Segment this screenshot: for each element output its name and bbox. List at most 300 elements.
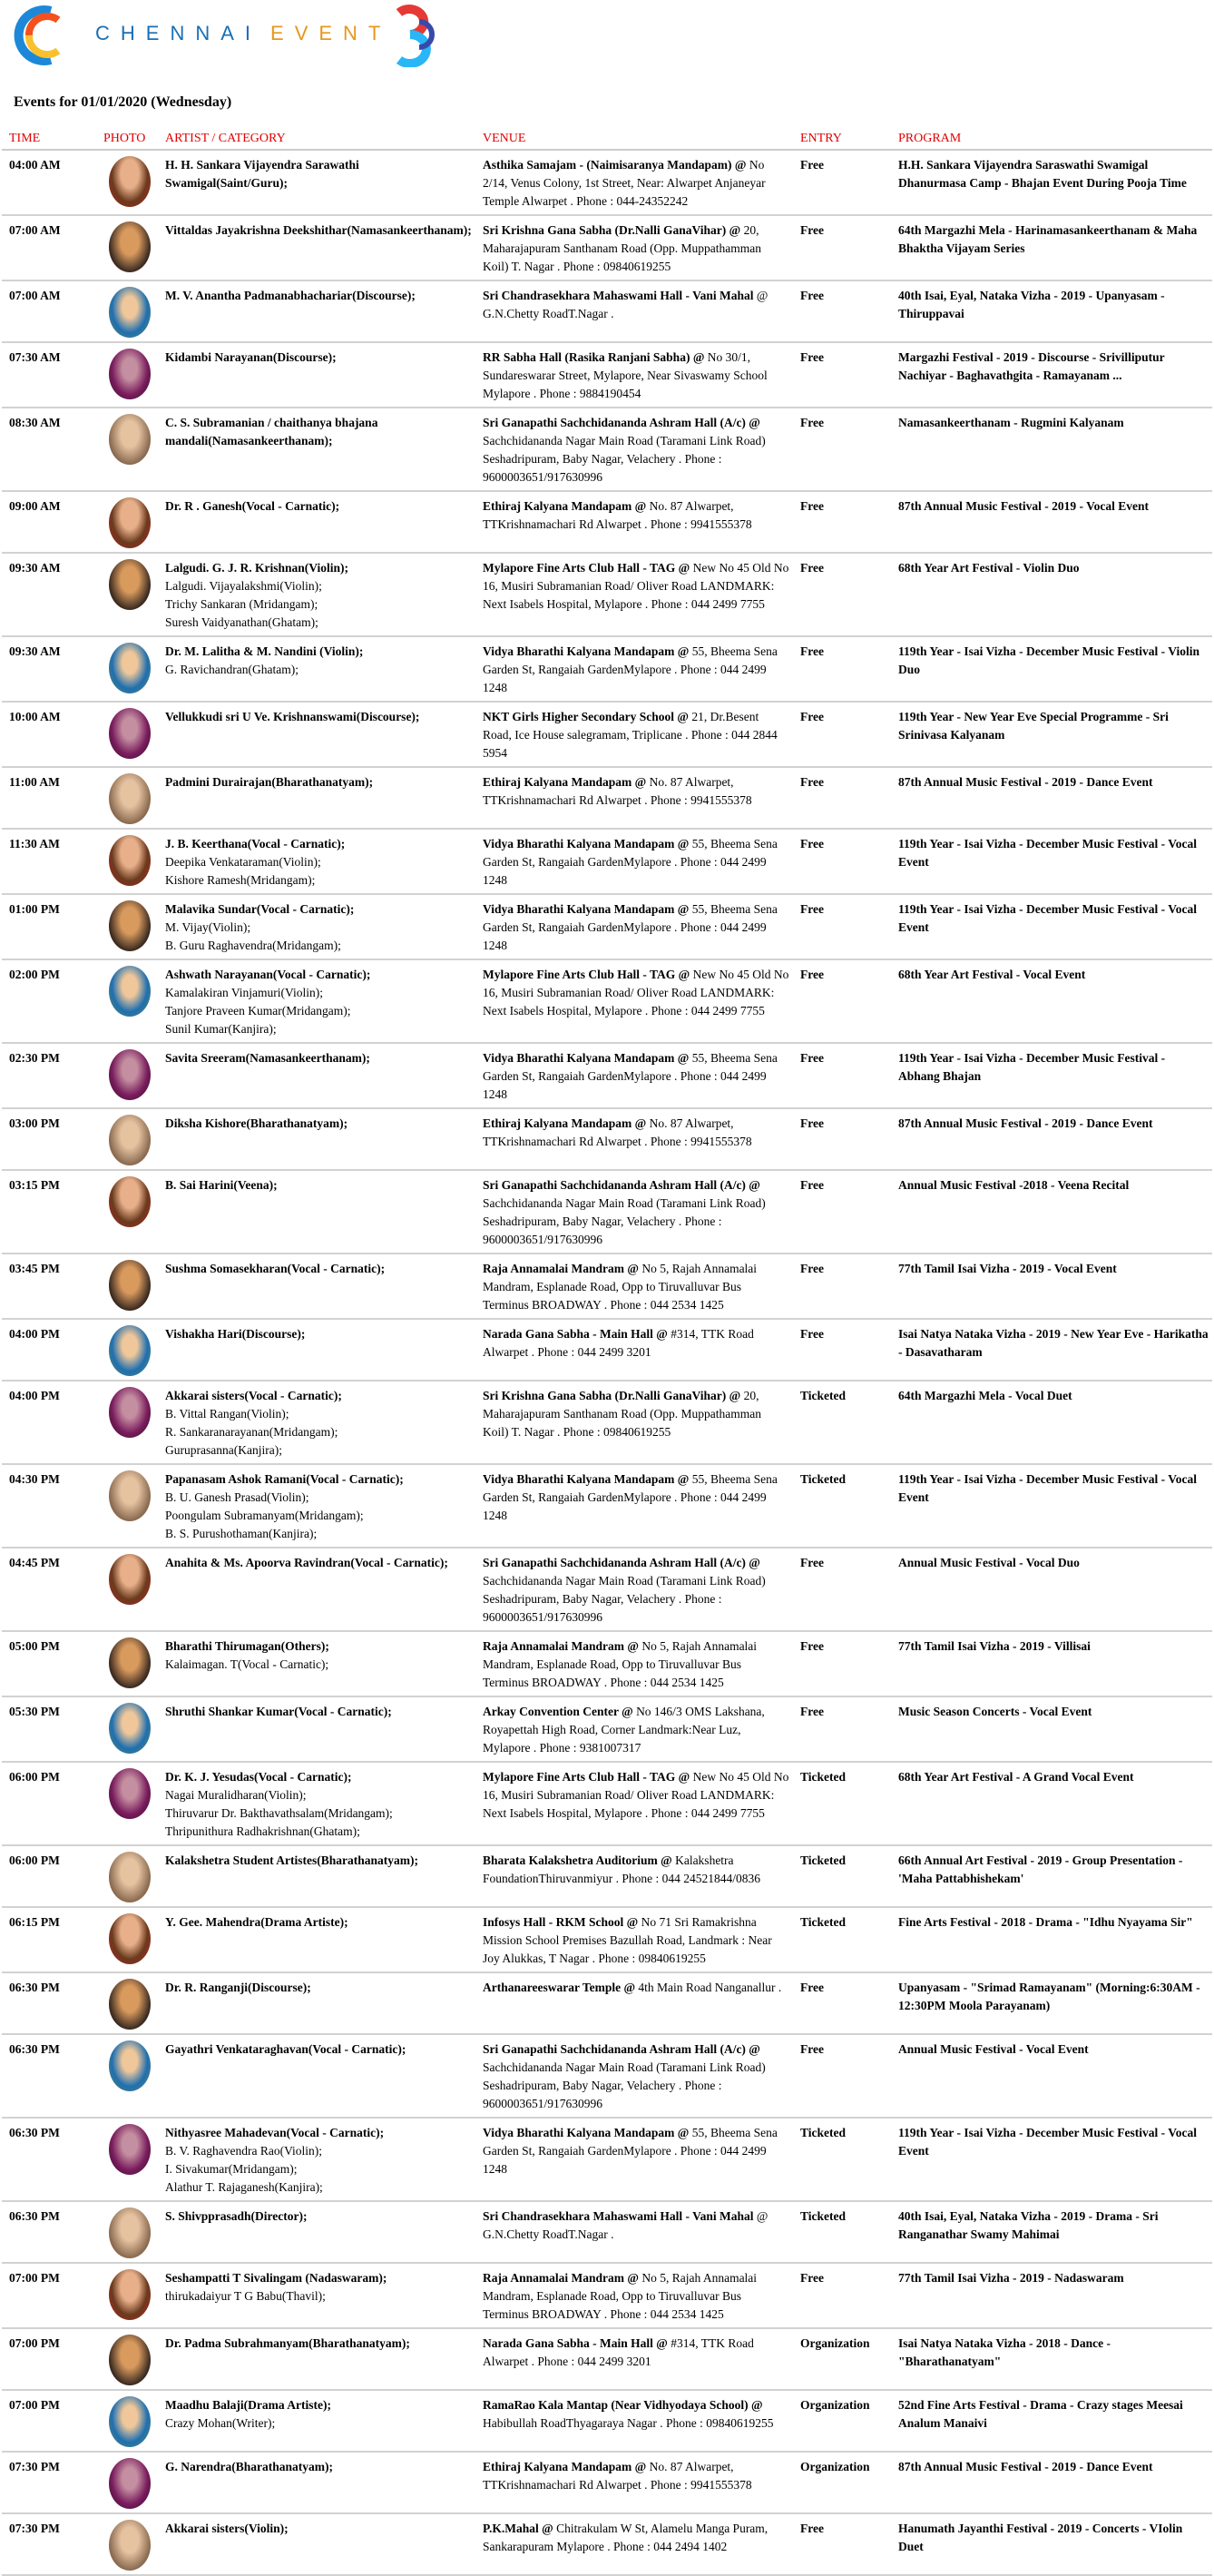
photo-cell [96, 1762, 158, 1845]
venue-address: #314, TTK Road Alwarpet . Phone : 044 2499 3201 [483, 2336, 754, 2368]
artist-cell [158, 1548, 475, 1631]
artist-photo[interactable] [109, 643, 151, 693]
column-header-artist: ARTIST / CATEGORY [158, 126, 475, 150]
artist-cell [158, 767, 475, 829]
venue-name-link[interactable]: Raja Annamalai Mandram @ [483, 2271, 639, 2285]
table-row [2, 1548, 1212, 1631]
accompanist-link[interactable]: Kishore Ramesh(Mridangam); [165, 873, 316, 887]
program-link[interactable]: 66th Annual Art Festival - 2019 - Group Presentation - 'Maha Pattabhishekam' [891, 1845, 1212, 1907]
venue-address: 55, Bheema Sena Garden St, Rangaiah GardenMylapore . Phone : 044 2499 1248 [483, 837, 778, 887]
entry-type: Ticketed [793, 1464, 891, 1548]
program-link[interactable]: Annual Music Festival - Vocal Event [891, 2034, 1212, 2118]
venue-name-link[interactable]: Vidya Bharathi Kalyana Mandapam @ [483, 1472, 690, 1486]
photo-cell [96, 2390, 158, 2452]
artist-photo[interactable] [109, 900, 151, 951]
program-link[interactable]: 87th Annual Music Festival - 2019 - Dance Event [891, 767, 1212, 829]
program-link[interactable]: 119th Year - Isai Vizha - December Music Festival - Violin Duo [891, 636, 1212, 702]
program-link[interactable]: Annual Music Festival - Vocal Duo [891, 1548, 1212, 1631]
event-time: 09:30 AM [2, 636, 96, 702]
accompanist-link[interactable]: B. V. Raghavendra Rao(Violin); [165, 2144, 323, 2158]
venue-address: No 146/3 OMS Lakshana, Royapettah High Road, Corner Landmark:Near Luz, Mylapore . Phone : 9381007317 [483, 1705, 765, 1755]
program-link[interactable]: 77th Tamil Isai Vizha - 2019 - Vocal Event [891, 1254, 1212, 1319]
column-header-entry: ENTRY [793, 126, 891, 150]
venue-name-link[interactable]: Infosys Hall - RKM School @ [483, 1915, 639, 1929]
venue-name-link[interactable]: Ethiraj Kalyana Mandapam @ [483, 1116, 647, 1130]
venue-name-link[interactable]: Vidya Bharathi Kalyana Mandapam @ [483, 2126, 690, 2139]
table-row [2, 894, 1212, 959]
artist-cell [158, 2513, 475, 2575]
photo-cell [96, 1464, 158, 1548]
event-time: 04:00 AM [2, 150, 96, 215]
artist-cell [158, 894, 475, 959]
table-row [2, 1762, 1212, 1845]
accompanist-link[interactable]: Kalaimagan. T(Vocal - Carnatic); [165, 1657, 329, 1671]
event-time: 06:15 PM [2, 1907, 96, 1972]
venue-name-link[interactable]: P.K.Mahal @ [483, 2522, 553, 2535]
artist-photo[interactable] [109, 497, 151, 548]
photo-cell [96, 636, 158, 702]
event-time: 11:00 AM [2, 767, 96, 829]
venue-cell [475, 1631, 793, 1696]
venue-name-link[interactable]: Asthika Samajam - (Naimisaranya Mandapam) @ [483, 158, 747, 172]
artist-name-link[interactable]: Malavika Sundar(Vocal - Carnatic); [165, 902, 355, 916]
event-time: 05:00 PM [2, 1631, 96, 1696]
artist-photo[interactable] [109, 2040, 151, 2091]
venue-name-link[interactable]: Sri Ganapathi Sachchidananda Ashram Hall (A/c) @ [483, 1178, 760, 1192]
artist-cell [158, 1381, 475, 1464]
program-link[interactable]: Annual Music Festival -2018 - Veena Recital [891, 1170, 1212, 1254]
venue-cell [475, 2390, 793, 2452]
artist-cell [158, 1170, 475, 1254]
artist-name-link[interactable]: Kalakshetra Student Artistes(Bharathanatyam); [165, 1853, 418, 1867]
venue-address: 55, Bheema Sena Garden St, Rangaiah GardenMylapore . Phone : 044 2499 1248 [483, 1051, 778, 1101]
event-time: 07:30 PM [2, 2452, 96, 2513]
program-link[interactable]: 87th Annual Music Festival - 2019 - Dance Event [891, 2452, 1212, 2513]
artist-photo[interactable] [109, 2207, 151, 2258]
photo-cell [96, 150, 158, 215]
artist-name-link[interactable]: Nithyasree Mahadevan(Vocal - Carnatic); [165, 2126, 385, 2139]
artist-cell [158, 1907, 475, 1972]
artist-name-link[interactable]: Dr. K. J. Yesudas(Vocal - Carnatic); [165, 1770, 352, 1784]
artist-photo[interactable] [109, 1979, 151, 2030]
venue-name-link[interactable]: NKT Girls Higher Secondary School @ [483, 710, 689, 723]
artist-photo[interactable] [109, 414, 151, 465]
photo-cell [96, 1907, 158, 1972]
event-time: 07:00 PM [2, 2263, 96, 2328]
venue-address: No. 87 Alwarpet, TTKrishnamachari Rd Alwarpet . Phone : 9941555378 [483, 499, 752, 531]
artist-photo[interactable] [109, 1554, 151, 1605]
accompanist-link[interactable]: B. U. Ganesh Prasad(Violin); [165, 1490, 309, 1504]
accompanist-link[interactable]: Sunil Kumar(Kanjira); [165, 1022, 277, 1036]
photo-cell [96, 2328, 158, 2390]
program-link[interactable]: 119th Year - Isai Vizha - December Music Festival - Vocal Event [891, 2118, 1212, 2201]
artist-name-link[interactable]: Lalgudi. G. J. R. Krishnan(Violin); [165, 561, 349, 575]
venue-name-link[interactable]: Narada Gana Sabha - Main Hall @ [483, 1327, 668, 1341]
program-link[interactable]: 64th Margazhi Mela - Harinamasankeerthanam & Maha Bhaktha Vijayam Series [891, 215, 1212, 280]
photo-cell [96, 894, 158, 959]
program-link[interactable]: Upanyasam - "Srimad Ramayanam" (Morning:6:30AM - 12:30PM Moola Parayanam) [891, 1972, 1212, 2034]
program-link[interactable]: Hanumath Jayanthi Festival - 2019 - Concerts - VIolin Duet [891, 2513, 1212, 2575]
program-link[interactable]: H.H. Sankara Vijayendra Saraswathi Swamigal Dhanurmasa Camp - Bhajan Event During Pooja Time [891, 150, 1212, 215]
venue-name-link[interactable]: Arthanareeswarar Temple @ [483, 1981, 636, 1994]
artist-cell [158, 342, 475, 408]
artist-name-link[interactable]: Sushma Somasekharan(Vocal - Carnatic); [165, 1262, 386, 1275]
venue-name-link[interactable]: Ethiraj Kalyana Mandapam @ [483, 499, 647, 513]
venue-name-link[interactable]: Sri Chandrasekhara Mahaswami Hall - Vani Mahal [483, 2209, 754, 2223]
logo-word-event: EVENT [270, 22, 392, 44]
event-time: 06:30 PM [2, 2201, 96, 2263]
entry-type: Free [793, 215, 891, 280]
entry-type: Organization [793, 2390, 891, 2452]
artist-cell [158, 702, 475, 767]
venue-address: No. 87 Alwarpet, TTKrishnamachari Rd Alwarpet . Phone : 9941555378 [483, 1116, 752, 1148]
venue-name-link[interactable]: RR Sabha Hall (Rasika Ranjani Sabha) @ [483, 350, 705, 364]
event-time: 05:30 PM [2, 1696, 96, 1762]
venue-name-link[interactable]: Sri Chandrasekhara Mahaswami Hall - Vani Mahal [483, 289, 754, 302]
accompanist-link[interactable]: Thripunithura Radhakrishnan(Ghatam); [165, 1824, 360, 1838]
venue-cell [475, 959, 793, 1043]
venue-cell [475, 829, 793, 894]
artist-cell [158, 1254, 475, 1319]
artist-photo[interactable] [109, 1703, 151, 1754]
entry-type: Free [793, 1548, 891, 1631]
venue-name-link[interactable]: Ethiraj Kalyana Mandapam @ [483, 775, 647, 789]
accompanist-link[interactable]: G. Ravichandran(Ghatam); [165, 663, 299, 676]
artist-photo[interactable] [109, 966, 151, 1017]
artist-cell [158, 2452, 475, 2513]
artist-name-link[interactable]: Dr. R . Ganesh(Vocal - Carnatic); [165, 499, 340, 513]
program-link[interactable]: Music Season Concerts - Vocal Event [891, 1696, 1212, 1762]
venue-cell [475, 2452, 793, 2513]
artist-photo[interactable] [109, 1176, 151, 1227]
venue-address: Sachchidananda Nagar Main Road (Taramani Link Road) Seshadripuram, Baby Nagar, Velachery . Phone : 9600003651/917630996 [483, 434, 766, 484]
artist-name-link[interactable]: Maadhu Balaji(Drama Artiste); [165, 2398, 331, 2412]
artist-name-link[interactable]: Bharathi Thirumagan(Others); [165, 1639, 329, 1653]
table-row [2, 2263, 1212, 2328]
artist-name-link[interactable]: Vishakha Hari(Discourse); [165, 1327, 306, 1341]
artist-photo[interactable] [109, 2458, 151, 2509]
table-row [2, 491, 1212, 553]
event-time: 07:30 AM [2, 342, 96, 408]
venue-cell [475, 1548, 793, 1631]
program-link[interactable]: 87th Annual Music Festival - 2019 - Vocal Event [891, 491, 1212, 553]
table-row [2, 1972, 1212, 2034]
entry-type: Organization [793, 2328, 891, 2390]
artist-photo[interactable] [109, 1049, 151, 1100]
venue-address: No 5, Rajah Annamalai Mandram, Esplanade Road, Opp to Tiruvalluvar Bus Terminus BROADWAY . Phone : 044 2534 1425 [483, 2271, 758, 2321]
event-time: 04:00 PM [2, 1319, 96, 1381]
artist-photo[interactable] [109, 1852, 151, 1903]
site-logo[interactable] [0, 0, 472, 71]
venue-cell [475, 2513, 793, 2575]
venue-name-link[interactable]: Sri Ganapathi Sachchidananda Ashram Hall (A/c) @ [483, 2042, 760, 2056]
venue-address: @ G.N.Chetty RoadT.Nagar . [483, 2209, 769, 2241]
artist-name-link[interactable]: Akkarai sisters(Violin); [165, 2522, 289, 2535]
venue-name-link[interactable]: Vidya Bharathi Kalyana Mandapam @ [483, 837, 690, 850]
venue-address: 4th Main Road Nanganallur . [638, 1981, 782, 1994]
event-time: 04:30 PM [2, 1464, 96, 1548]
program-link[interactable]: Fine Arts Festival - 2018 - Drama - "Idhu Nyayama Sir" [891, 1907, 1212, 1972]
accompanist-link[interactable]: Guruprasanna(Kanjira); [165, 1443, 282, 1457]
accompanist-link[interactable]: B. Guru Raghavendra(Mridangam); [165, 939, 341, 952]
venue-name-link[interactable]: Bharata Kalakshetra Auditorium @ [483, 1853, 672, 1867]
table-row [2, 1108, 1212, 1170]
program-link[interactable]: 87th Annual Music Festival - 2019 - Dance Event [891, 1108, 1212, 1170]
artist-name-link[interactable]: Seshampatti T Sivalingam (Nadaswaram); [165, 2271, 387, 2285]
accompanist-link[interactable]: Lalgudi. Vijayalakshmi(Violin); [165, 579, 322, 593]
artist-name-link[interactable]: Kidambi Narayanan(Discourse); [165, 350, 337, 364]
artist-name-link[interactable]: Dr. R. Ranganji(Discourse); [165, 1981, 311, 1994]
program-link[interactable]: 52nd Fine Arts Festival - Drama - Crazy stages Meesai Analum Manaivi [891, 2390, 1212, 2452]
accompanist-link[interactable]: Poongulam Subramanyam(Mridangam); [165, 1509, 364, 1522]
artist-photo[interactable] [109, 1387, 151, 1438]
program-link[interactable]: 77th Tamil Isai Vizha - 2019 - Nadaswaram [891, 2263, 1212, 2328]
entry-type: Ticketed [793, 1762, 891, 1845]
event-time: 06:30 PM [2, 2034, 96, 2118]
entry-type: Free [793, 280, 891, 342]
venue-cell [475, 280, 793, 342]
artist-photo[interactable] [109, 2520, 151, 2571]
venue-name-link[interactable]: Arkay Convention Center @ [483, 1705, 633, 1718]
artist-name-link[interactable]: B. Sai Harini(Veena); [165, 1178, 278, 1192]
accompanist-link[interactable]: Crazy Mohan(Writer); [165, 2416, 276, 2430]
venue-address: Chitrakulam W St, Alamelu Manga Puram, Sankarapuram Mylapore . Phone : 044 2494 1402 [483, 2522, 769, 2553]
artist-name-link[interactable]: Vittaldas Jayakrishna Deekshithar(Namasankeerthanam); [165, 223, 472, 237]
photo-cell [96, 2034, 158, 2118]
entry-type: Free [793, 491, 891, 553]
photo-cell [96, 829, 158, 894]
artist-cell [158, 1319, 475, 1381]
venue-name-link[interactable]: RamaRao Kala Mantap (Near Vidhyodaya School) @ [483, 2398, 763, 2412]
table-row [2, 2118, 1212, 2201]
accompanist-link[interactable]: B. Vittal Rangan(Violin); [165, 1407, 289, 1421]
artist-name-link[interactable]: Vellukkudi sri U Ve. Krishnanswami(Discourse); [165, 710, 420, 723]
table-row [2, 2034, 1212, 2118]
venue-address: Sachchidananda Nagar Main Road (Taramani Link Road) Seshadripuram, Baby Nagar, Velachery . Phone : 9600003651/917630996 [483, 2060, 766, 2110]
table-row [2, 1170, 1212, 1254]
venue-address: No. 87 Alwarpet, TTKrishnamachari Rd Alwarpet . Phone : 9941555378 [483, 775, 752, 807]
artist-cell [158, 491, 475, 553]
artist-name-link[interactable]: Anahita & Ms. Apoorva Ravindran(Vocal - Carnatic); [165, 1556, 448, 1569]
entry-type: Free [793, 150, 891, 215]
venue-address: New No 45 Old No 16, Musiri Subramanian Road/ Oliver Road LANDMARK: Next Isabels Hospital, Mylapore . Phone : 044 2499 7755 [483, 561, 789, 611]
program-link[interactable]: Margazhi Festival - 2019 - Discourse - Srivilliputur Nachiyar - Baghavathgita - Ramayanam ... [891, 342, 1212, 408]
artist-name-link[interactable]: M. V. Anantha Padmanabhachariar(Discourse); [165, 289, 416, 302]
accompanist-link[interactable]: I. Sivakumar(Mridangam); [165, 2162, 298, 2176]
entry-type: Ticketed [793, 2118, 891, 2201]
photo-cell [96, 1254, 158, 1319]
program-link[interactable]: 119th Year - Isai Vizha - December Music Festival - Abhang Bhajan [891, 1043, 1212, 1108]
artist-name-link[interactable]: S. Shivpprasadh(Director); [165, 2209, 308, 2223]
artist-photo[interactable] [109, 1768, 151, 1819]
venue-cell [475, 150, 793, 215]
accompanist-link[interactable]: Kamalakiran Vinjamuri(Violin); [165, 986, 323, 999]
program-link[interactable]: 40th Isai, Eyal, Nataka Vizha - 2019 - Upanyasam - Thiruppavai [891, 280, 1212, 342]
artist-photo[interactable] [109, 2124, 151, 2175]
accompanist-link[interactable]: thirukadaiyur T G Babu(Thavil); [165, 2289, 326, 2303]
venue-cell [475, 1907, 793, 1972]
entry-type: Organization [793, 2452, 891, 2513]
artist-photo[interactable] [109, 1260, 151, 1311]
artist-name-link[interactable]: Padmini Durairajan(Bharathanatyam); [165, 775, 374, 789]
accompanist-link[interactable]: Suresh Vaidyanathan(Ghatam); [165, 615, 318, 629]
accompanist-link[interactable]: Alathur T. Rajaganesh(Kanjira); [165, 2180, 323, 2194]
venue-cell [475, 2118, 793, 2201]
artist-photo[interactable] [109, 2335, 151, 2385]
accompanist-link[interactable]: Deepika Venkataraman(Violin); [165, 855, 321, 869]
venue-address: No 5, Rajah Annamalai Mandram, Esplanade Road, Opp to Tiruvalluvar Bus Terminus BROADWAY . Phone : 044 2534 1425 [483, 1262, 758, 1312]
venue-address: Kalakshetra FoundationThiruvanmiyur . Phone : 044 24521844/0836 [483, 1853, 760, 1885]
artist-photo[interactable] [109, 559, 151, 610]
venue-name-link[interactable]: Sri Krishna Gana Sabha (Dr.Nalli GanaVihar) @ [483, 1389, 741, 1402]
artist-photo[interactable] [109, 835, 151, 886]
accompanist-link[interactable]: B. S. Purushothaman(Kanjira); [165, 1527, 318, 1540]
program-link[interactable]: Isai Natya Nataka Vizha - 2019 - New Year Eve - Harikatha - Dasavatharam [891, 1319, 1212, 1381]
artist-photo[interactable] [109, 1637, 151, 1688]
entry-type: Free [793, 1254, 891, 1319]
artist-cell [158, 636, 475, 702]
venue-address: 55, Bheema Sena Garden St, Rangaiah GardenMylapore . Phone : 044 2499 1248 [483, 644, 778, 694]
table-row [2, 767, 1212, 829]
accompanist-link[interactable]: Trichy Sankaran (Mridangam); [165, 597, 318, 611]
program-link[interactable]: Namasankeerthanam - Rugmini Kalyanam [891, 408, 1212, 491]
artist-photo[interactable] [109, 287, 151, 338]
accompanist-link[interactable]: R. Sankaranarayanan(Mridangam); [165, 1425, 338, 1439]
artist-photo[interactable] [109, 221, 151, 272]
program-link[interactable]: 119th Year - Isai Vizha - December Music Festival - Vocal Event [891, 829, 1212, 894]
venue-name-link[interactable]: Narada Gana Sabha - Main Hall @ [483, 2336, 668, 2350]
event-time: 03:15 PM [2, 1170, 96, 1254]
venue-name-link[interactable]: Mylapore Fine Arts Club Hall - TAG @ [483, 968, 690, 981]
venue-cell [475, 1464, 793, 1548]
program-link[interactable]: 64th Margazhi Mela - Vocal Duet [891, 1381, 1212, 1464]
event-time: 03:00 PM [2, 1108, 96, 1170]
artist-name-link[interactable]: C. S. Subramanian / chaithanya bhajana mandali(Namasankeerthanam); [165, 416, 378, 447]
artist-cell [158, 2263, 475, 2328]
venue-address: No 5, Rajah Annamalai Mandram, Esplanade Road, Opp to Tiruvalluvar Bus Terminus BROADWAY . Phone : 044 2534 1425 [483, 1639, 758, 1689]
entry-type: Ticketed [793, 1907, 891, 1972]
venue-name-link[interactable]: Vidya Bharathi Kalyana Mandapam @ [483, 1051, 690, 1065]
venue-cell [475, 1319, 793, 1381]
artist-photo[interactable] [109, 2396, 151, 2447]
artist-photo[interactable] [109, 1115, 151, 1165]
artist-name-link[interactable]: Dr. M. Lalitha & M. Nandini (Violin); [165, 644, 364, 658]
artist-name-link[interactable]: Y. Gee. Mahendra(Drama Artiste); [165, 1915, 348, 1929]
accompanist-link[interactable]: M. Vijay(Violin); [165, 920, 251, 934]
entry-type: Free [793, 959, 891, 1043]
venue-name-link[interactable]: Raja Annamalai Mandram @ [483, 1262, 639, 1275]
artist-name-link[interactable]: J. B. Keerthana(Vocal - Carnatic); [165, 837, 346, 850]
program-link[interactable]: 68th Year Art Festival - Violin Duo [891, 553, 1212, 636]
table-row [2, 2513, 1212, 2575]
program-link[interactable]: 119th Year - Isai Vizha - December Music Festival - Vocal Event [891, 1464, 1212, 1548]
venue-cell [475, 1972, 793, 2034]
artist-cell [158, 2118, 475, 2201]
accompanist-link[interactable]: Thiruvarur Dr. Bakthavathsalam(Mridangam); [165, 1806, 393, 1820]
venue-name-link[interactable]: Mylapore Fine Arts Club Hall - TAG @ [483, 1770, 690, 1784]
accompanist-link[interactable]: Nagai Muralidharan(Violin); [165, 1788, 307, 1802]
program-link[interactable]: 68th Year Art Festival - Vocal Event [891, 959, 1212, 1043]
artist-cell [158, 959, 475, 1043]
artist-cell [158, 1043, 475, 1108]
venue-name-link[interactable]: Vidya Bharathi Kalyana Mandapam @ [483, 902, 690, 916]
artist-photo[interactable] [109, 1470, 151, 1521]
venue-name-link[interactable]: Sri Ganapathi Sachchidananda Ashram Hall (A/c) @ [483, 1556, 760, 1569]
photo-cell [96, 215, 158, 280]
table-row [2, 342, 1212, 408]
artist-photo[interactable] [109, 156, 151, 207]
table-header-row [2, 126, 1212, 150]
artist-cell [158, 1108, 475, 1170]
table-row [2, 1631, 1212, 1696]
event-time: 02:00 PM [2, 959, 96, 1043]
program-link[interactable]: 77th Tamil Isai Vizha - 2019 - Villisai [891, 1631, 1212, 1696]
table-row [2, 1254, 1212, 1319]
artist-name-link[interactable]: Savita Sreeram(Namasankeerthanam); [165, 1051, 370, 1065]
event-time: 06:30 PM [2, 1972, 96, 2034]
program-link[interactable]: 119th Year - Isai Vizha - December Music Festival - Vocal Event [891, 894, 1212, 959]
entry-type: Free [793, 2034, 891, 2118]
artist-name-link[interactable]: Gayathri Venkataraghavan(Vocal - Carnatic); [165, 2042, 406, 2056]
artist-cell [158, 408, 475, 491]
venue-name-link[interactable]: Raja Annamalai Mandram @ [483, 1639, 639, 1653]
venue-name-link[interactable]: Sri Krishna Gana Sabha (Dr.Nalli GanaVihar) @ [483, 223, 741, 237]
artist-name-link[interactable]: Dr. Padma Subrahmanyam(Bharathanatyam); [165, 2336, 410, 2350]
column-header-program: PROGRAM [891, 126, 1212, 150]
venue-address: #314, TTK Road Alwarpet . Phone : 044 2499 3201 [483, 1327, 754, 1359]
venue-name-link[interactable]: Mylapore Fine Arts Club Hall - TAG @ [483, 561, 690, 575]
table-row [2, 280, 1212, 342]
venue-address: 20, Maharajapuram Santhanam Road (Opp. Muppathamman Koil) T. Nagar . Phone : 09840619255 [483, 1389, 762, 1439]
artist-photo[interactable] [109, 349, 151, 399]
program-link[interactable]: 68th Year Art Festival - A Grand Vocal Event [891, 1762, 1212, 1845]
program-link[interactable]: 40th Isai, Eyal, Nataka Vizha - 2019 - Drama - Sri Ranganathar Swamy Mahimai [891, 2201, 1212, 2263]
artist-name-link[interactable]: Diksha Kishore(Bharathanatyam); [165, 1116, 348, 1130]
artist-name-link[interactable]: H. H. Sankara Vijayendra Sarawathi Swamigal(Saint/Guru); [165, 158, 359, 190]
venue-name-link[interactable]: Sri Ganapathi Sachchidananda Ashram Hall (A/c) @ [483, 416, 760, 429]
artist-name-link[interactable]: Ashwath Narayanan(Vocal - Carnatic); [165, 968, 371, 981]
artist-photo[interactable] [109, 708, 151, 759]
entry-type: Free [793, 767, 891, 829]
table-row [2, 553, 1212, 636]
photo-cell [96, 280, 158, 342]
entry-type: Free [793, 1108, 891, 1170]
artist-name-link[interactable]: Papanasam Ashok Ramani(Vocal - Carnatic); [165, 1472, 404, 1486]
photo-cell [96, 2263, 158, 2328]
venue-cell [475, 491, 793, 553]
venue-name-link[interactable]: Vidya Bharathi Kalyana Mandapam @ [483, 644, 690, 658]
table-row [2, 215, 1212, 280]
table-row [2, 1696, 1212, 1762]
artist-name-link[interactable]: Shruthi Shankar Kumar(Vocal - Carnatic); [165, 1705, 392, 1718]
artist-name-link[interactable]: G. Narendra(Bharathanatyam); [165, 2460, 333, 2473]
venue-name-link[interactable]: Ethiraj Kalyana Mandapam @ [483, 2460, 647, 2473]
program-link[interactable]: Isai Natya Nataka Vizha - 2018 - Dance - "Bharathanatyam" [891, 2328, 1212, 2390]
accompanist-link[interactable]: Tanjore Praveen Kumar(Mridangam); [165, 1004, 351, 1018]
artist-photo[interactable] [109, 1325, 151, 1376]
table-row [2, 1319, 1212, 1381]
table-row [2, 150, 1212, 215]
artist-photo[interactable] [109, 2269, 151, 2320]
venue-cell [475, 215, 793, 280]
artist-photo[interactable] [109, 1913, 151, 1964]
artist-photo[interactable] [109, 773, 151, 824]
artist-cell [158, 1845, 475, 1907]
artist-name-link[interactable]: Akkarai sisters(Vocal - Carnatic); [165, 1389, 342, 1402]
entry-type: Free [793, 342, 891, 408]
program-link[interactable]: 119th Year - New Year Eve Special Programme - Sri Srinivasa Kalyanam [891, 702, 1212, 767]
venue-address: 55, Bheema Sena Garden St, Rangaiah GardenMylapore . Phone : 044 2499 1248 [483, 902, 778, 952]
